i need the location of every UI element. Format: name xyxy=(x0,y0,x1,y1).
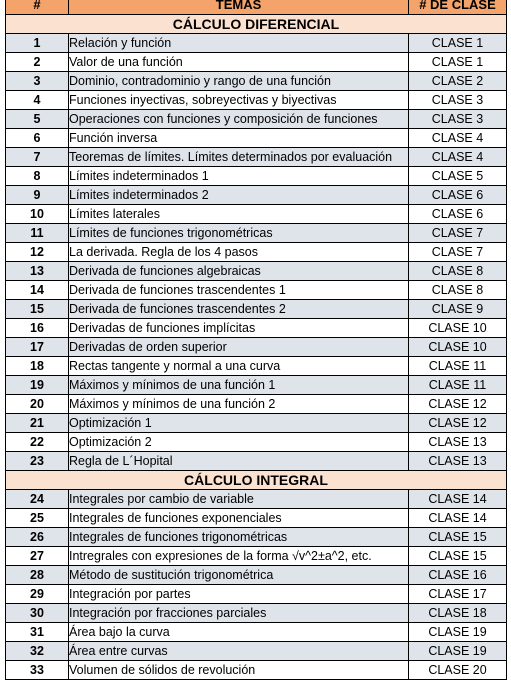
row-number: 19 xyxy=(6,376,69,395)
row-class: CLASE 20 xyxy=(409,661,507,680)
row-class: CLASE 1 xyxy=(409,53,507,72)
table-row xyxy=(6,566,507,585)
row-class: CLASE 10 xyxy=(409,338,507,357)
row-number: 12 xyxy=(6,243,69,262)
row-topic: Integrales de funciones exponenciales xyxy=(69,509,409,528)
row-topic: Derivadas de funciones implícitas xyxy=(69,319,409,338)
table-body xyxy=(6,15,507,680)
row-number: 20 xyxy=(6,395,69,414)
table-row xyxy=(6,53,507,72)
table-row xyxy=(6,585,507,604)
row-topic: Optimización 2 xyxy=(69,433,409,452)
row-class: CLASE 8 xyxy=(409,281,507,300)
row-class: CLASE 17 xyxy=(409,585,507,604)
table-row xyxy=(6,661,507,680)
table-row xyxy=(6,338,507,357)
row-topic: Volumen de sólidos de revolución xyxy=(69,661,409,680)
row-number: 11 xyxy=(6,224,69,243)
row-class: CLASE 10 xyxy=(409,319,507,338)
table-row xyxy=(6,186,507,205)
row-topic: Integrales por cambio de variable xyxy=(69,490,409,509)
row-number: 25 xyxy=(6,509,69,528)
table-row xyxy=(6,452,507,471)
row-topic: Teoremas de límites. Límites determinados por evaluación xyxy=(69,148,409,167)
table-row xyxy=(6,490,507,509)
row-number: 1 xyxy=(6,34,69,53)
row-number: 13 xyxy=(6,262,69,281)
row-class: CLASE 15 xyxy=(409,528,507,547)
row-topic: Funciones inyectivas, sobreyectivas y biyectivas xyxy=(69,91,409,110)
table-row xyxy=(6,281,507,300)
row-topic: Máximos y mínimos de una función 1 xyxy=(69,376,409,395)
row-topic: Límites de funciones trigonométricas xyxy=(69,224,409,243)
table-row xyxy=(6,319,507,338)
row-topic: Derivada de funciones algebraicas xyxy=(69,262,409,281)
row-topic: Máximos y mínimos de una función 2 xyxy=(69,395,409,414)
row-topic: Integración por partes xyxy=(69,585,409,604)
row-number: 28 xyxy=(6,566,69,585)
row-topic: Límites indeterminados 1 xyxy=(69,167,409,186)
row-number: 16 xyxy=(6,319,69,338)
row-topic: Derivadas de orden superior xyxy=(69,338,409,357)
row-class: CLASE 13 xyxy=(409,452,507,471)
row-number: 17 xyxy=(6,338,69,357)
table-row xyxy=(6,642,507,661)
row-class: CLASE 12 xyxy=(409,395,507,414)
row-topic: Relación y función xyxy=(69,34,409,53)
row-class: CLASE 5 xyxy=(409,167,507,186)
table-row xyxy=(6,509,507,528)
table-row xyxy=(6,148,507,167)
row-number: 30 xyxy=(6,604,69,623)
section-title: CÁLCULO DIFERENCIAL xyxy=(6,15,507,34)
table-row xyxy=(6,395,507,414)
row-class: CLASE 4 xyxy=(409,129,507,148)
row-class: CLASE 9 xyxy=(409,300,507,319)
row-topic: La derivada. Regla de los 4 pasos xyxy=(69,243,409,262)
row-topic: Dominio, contradominio y rango de una función xyxy=(69,72,409,91)
row-number: 3 xyxy=(6,72,69,91)
row-class: CLASE 1 xyxy=(409,34,507,53)
row-class: CLASE 7 xyxy=(409,224,507,243)
row-topic: Optimización 1 xyxy=(69,414,409,433)
row-topic: Valor de una función xyxy=(69,53,409,72)
row-number: 4 xyxy=(6,91,69,110)
row-class: CLASE 14 xyxy=(409,509,507,528)
row-number: 23 xyxy=(6,452,69,471)
topics-table xyxy=(5,0,507,680)
row-number: 27 xyxy=(6,547,69,566)
row-class: CLASE 2 xyxy=(409,72,507,91)
row-number: 21 xyxy=(6,414,69,433)
section-header xyxy=(6,15,507,34)
row-class: CLASE 6 xyxy=(409,186,507,205)
row-topic: Intregrales con expresiones de la forma √v^2±a^2, etc. xyxy=(69,547,409,566)
row-topic: Función inversa xyxy=(69,129,409,148)
row-number: 22 xyxy=(6,433,69,452)
row-class: CLASE 7 xyxy=(409,243,507,262)
table-row xyxy=(6,72,507,91)
row-number: 7 xyxy=(6,148,69,167)
header-row xyxy=(6,0,507,15)
row-number: 18 xyxy=(6,357,69,376)
table-row xyxy=(6,300,507,319)
row-class: CLASE 18 xyxy=(409,604,507,623)
table-row xyxy=(6,623,507,642)
row-number: 5 xyxy=(6,110,69,129)
row-topic: Límites indeterminados 2 xyxy=(69,186,409,205)
row-number: 6 xyxy=(6,129,69,148)
row-class: CLASE 16 xyxy=(409,566,507,585)
row-number: 29 xyxy=(6,585,69,604)
table-row xyxy=(6,357,507,376)
row-number: 32 xyxy=(6,642,69,661)
table-row xyxy=(6,433,507,452)
section-header xyxy=(6,471,507,490)
table-row xyxy=(6,604,507,623)
row-topic: Derivada de funciones trascendentes 1 xyxy=(69,281,409,300)
table-row xyxy=(6,547,507,566)
row-number: 15 xyxy=(6,300,69,319)
row-class: CLASE 19 xyxy=(409,642,507,661)
row-topic: Integración por fracciones parciales xyxy=(69,604,409,623)
row-class: CLASE 12 xyxy=(409,414,507,433)
table-row xyxy=(6,34,507,53)
row-number: 2 xyxy=(6,53,69,72)
row-number: 26 xyxy=(6,528,69,547)
header-clase: # DE CLASE xyxy=(409,0,507,15)
row-topic: Regla de L´Hopital xyxy=(69,452,409,471)
row-topic: Derivada de funciones trascendentes 2 xyxy=(69,300,409,319)
table-row xyxy=(6,528,507,547)
row-class: CLASE 19 xyxy=(409,623,507,642)
row-number: 14 xyxy=(6,281,69,300)
table-row xyxy=(6,129,507,148)
row-topic: Límites laterales xyxy=(69,205,409,224)
row-number: 8 xyxy=(6,167,69,186)
row-number: 24 xyxy=(6,490,69,509)
row-topic: Método de sustitución trigonométrica xyxy=(69,566,409,585)
row-topic: Rectas tangente y normal a una curva xyxy=(69,357,409,376)
row-number: 31 xyxy=(6,623,69,642)
table-row xyxy=(6,262,507,281)
row-number: 10 xyxy=(6,205,69,224)
row-topic: Integrales de funciones trigonométricas xyxy=(69,528,409,547)
row-class: CLASE 14 xyxy=(409,490,507,509)
row-topic: Área bajo la curva xyxy=(69,623,409,642)
table-row xyxy=(6,205,507,224)
table-row xyxy=(6,243,507,262)
table-row xyxy=(6,110,507,129)
row-class: CLASE 13 xyxy=(409,433,507,452)
row-class: CLASE 6 xyxy=(409,205,507,224)
row-class: CLASE 15 xyxy=(409,547,507,566)
row-class: CLASE 11 xyxy=(409,376,507,395)
row-topic: Área entre curvas xyxy=(69,642,409,661)
table-row xyxy=(6,167,507,186)
row-number: 9 xyxy=(6,186,69,205)
row-class: CLASE 3 xyxy=(409,110,507,129)
row-class: CLASE 8 xyxy=(409,262,507,281)
row-class: CLASE 11 xyxy=(409,357,507,376)
row-class: CLASE 4 xyxy=(409,148,507,167)
header-temas: TEMAS xyxy=(69,0,409,15)
table-row xyxy=(6,224,507,243)
row-number: 33 xyxy=(6,661,69,680)
header-num: # xyxy=(6,0,69,15)
table-row xyxy=(6,91,507,110)
table-row xyxy=(6,376,507,395)
section-title: CÁLCULO INTEGRAL xyxy=(6,471,507,490)
row-class: CLASE 3 xyxy=(409,91,507,110)
row-topic: Operaciones con funciones y composición de funciones xyxy=(69,110,409,129)
table-row xyxy=(6,414,507,433)
